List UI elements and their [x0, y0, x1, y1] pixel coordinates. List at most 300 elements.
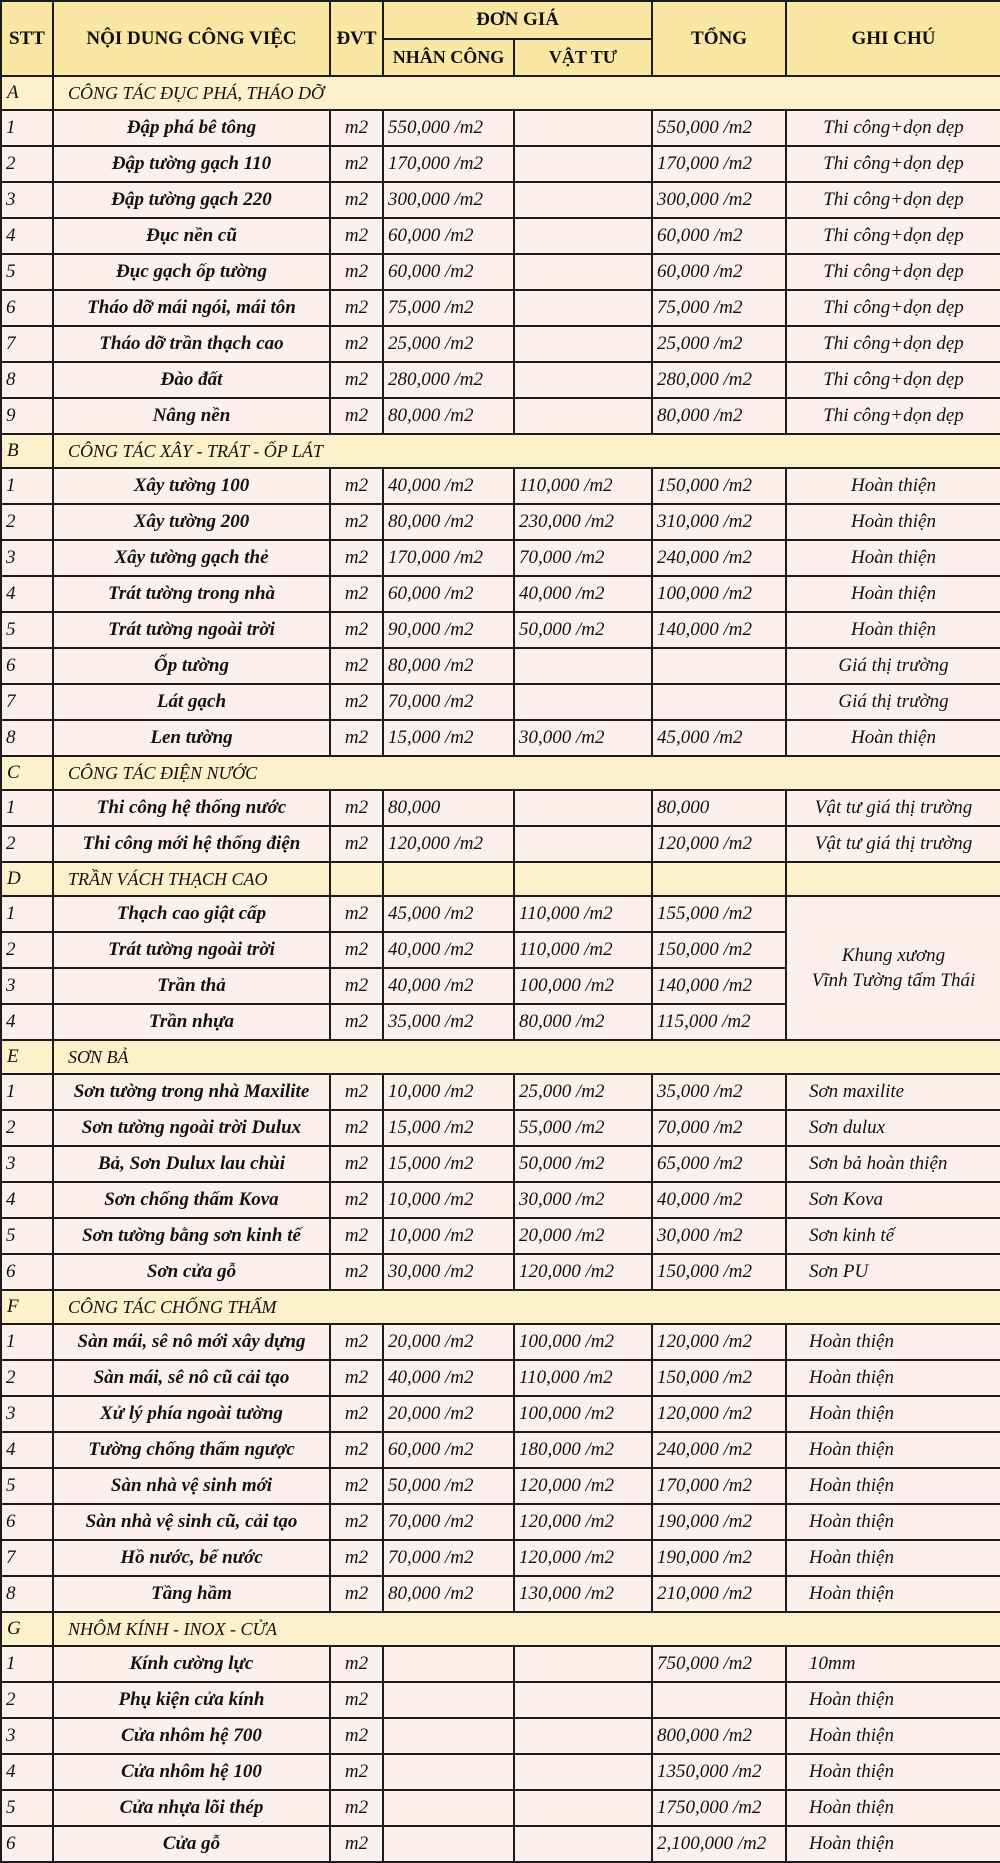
- row-note: Hoàn thiện: [786, 1324, 1000, 1360]
- row-material-price: 110,000 /m2: [514, 932, 652, 968]
- row-task-name: Cửa nhựa lõi thép: [53, 1790, 330, 1826]
- row-stt: 1: [1, 790, 53, 826]
- row-stt: 1: [1, 1074, 53, 1110]
- row-stt: 3: [1, 1718, 53, 1754]
- row-total-price: 150,000 /m2: [652, 932, 786, 968]
- row-material-price: 120,000 /m2: [514, 1468, 652, 1504]
- row-total-price: 80,000: [652, 790, 786, 826]
- row-labor-price: 15,000 /m2: [383, 1146, 514, 1182]
- row-material-price: [514, 254, 652, 290]
- row-unit: m2: [330, 1396, 383, 1432]
- row-total-price: 120,000 /m2: [652, 1396, 786, 1432]
- section-code: F: [1, 1290, 53, 1324]
- row-stt: 6: [1, 1254, 53, 1290]
- row-unit: m2: [330, 1646, 383, 1682]
- row-material-price: 230,000 /m2: [514, 504, 652, 540]
- row-unit: m2: [330, 326, 383, 362]
- row-unit: m2: [330, 1182, 383, 1218]
- header-total: TỔNG: [652, 1, 786, 76]
- row-stt: 5: [1, 1790, 53, 1826]
- row-stt: 4: [1, 218, 53, 254]
- row-material-price: [514, 146, 652, 182]
- row-unit: m2: [330, 1540, 383, 1576]
- row-labor-price: [383, 1718, 514, 1754]
- section-code: C: [1, 756, 53, 790]
- table-row: [1, 1646, 1000, 1682]
- row-note: Sơn PU: [786, 1254, 1000, 1290]
- row-total-price: 35,000 /m2: [652, 1074, 786, 1110]
- row-task-name: Sơn tường ngoài trời Dulux: [53, 1110, 330, 1146]
- row-stt: 4: [1, 1432, 53, 1468]
- row-note: Hoàn thiện: [786, 576, 1000, 612]
- row-total-price: 60,000 /m2: [652, 254, 786, 290]
- row-material-price: 25,000 /m2: [514, 1074, 652, 1110]
- row-total-price: 2,100,000 /m2: [652, 1826, 786, 1862]
- row-unit: m2: [330, 1682, 383, 1718]
- merged-note-line: Vĩnh Tường tấm Thái: [811, 970, 976, 991]
- section-title: NHÔM KÍNH - INOX - CỬA: [53, 1612, 1000, 1646]
- row-material-price: 55,000 /m2: [514, 1110, 652, 1146]
- table-row: [1, 1576, 1000, 1612]
- merged-note-line: Khung xương: [841, 945, 946, 966]
- row-labor-price: 550,000 /m2: [383, 110, 514, 146]
- row-material-price: 80,000 /m2: [514, 1004, 652, 1040]
- row-note: Hoàn thiện: [786, 1682, 1000, 1718]
- row-unit: m2: [330, 146, 383, 182]
- row-task-name: Thạch cao giật cấp: [53, 896, 330, 932]
- table-row: [1, 1110, 1000, 1146]
- row-material-price: [514, 326, 652, 362]
- row-total-price: 100,000 /m2: [652, 576, 786, 612]
- row-unit: m2: [330, 1718, 383, 1754]
- row-labor-price: 40,000 /m2: [383, 968, 514, 1004]
- section-title: CÔNG TÁC ĐIỆN NƯỚC: [53, 756, 1000, 790]
- row-total-price: 80,000 /m2: [652, 398, 786, 434]
- table-row: [1, 1432, 1000, 1468]
- row-task-name: Trát tường ngoài trời: [53, 612, 330, 648]
- row-stt: 6: [1, 290, 53, 326]
- row-note: Hoàn thiện: [786, 1754, 1000, 1790]
- row-material-price: [514, 1718, 652, 1754]
- row-stt: 4: [1, 1754, 53, 1790]
- section-row-a: [1, 76, 1000, 110]
- row-labor-price: 280,000 /m2: [383, 362, 514, 398]
- row-unit: m2: [330, 398, 383, 434]
- row-labor-price: 10,000 /m2: [383, 1074, 514, 1110]
- row-stt: 2: [1, 504, 53, 540]
- row-note: Thi công+dọn dẹp: [786, 182, 1000, 218]
- table-row: [1, 684, 1000, 720]
- row-unit: m2: [330, 290, 383, 326]
- row-total-price: 25,000 /m2: [652, 326, 786, 362]
- row-stt: 4: [1, 1182, 53, 1218]
- row-labor-price: 60,000 /m2: [383, 218, 514, 254]
- row-total-price: 800,000 /m2: [652, 1718, 786, 1754]
- row-unit: m2: [330, 1432, 383, 1468]
- row-total-price: 150,000 /m2: [652, 468, 786, 504]
- row-stt: 1: [1, 1646, 53, 1682]
- row-material-price: [514, 110, 652, 146]
- row-task-name: Xử lý phía ngoài tường: [53, 1396, 330, 1432]
- table-row: [1, 540, 1000, 576]
- row-task-name: Sơn tường trong nhà Maxilite: [53, 1074, 330, 1110]
- row-task-name: Hồ nước, bể nước: [53, 1540, 330, 1576]
- row-stt: 7: [1, 1540, 53, 1576]
- row-total-price: 150,000 /m2: [652, 1360, 786, 1396]
- row-task-name: Đào đất: [53, 362, 330, 398]
- table-row: [1, 1682, 1000, 1718]
- row-note: Thi công+dọn dẹp: [786, 110, 1000, 146]
- row-total-price: 120,000 /m2: [652, 826, 786, 862]
- row-labor-price: [383, 1826, 514, 1862]
- row-stt: 4: [1, 1004, 53, 1040]
- row-material-price: 40,000 /m2: [514, 576, 652, 612]
- row-labor-price: 60,000 /m2: [383, 576, 514, 612]
- row-stt: 3: [1, 182, 53, 218]
- row-stt: 6: [1, 648, 53, 684]
- row-unit: m2: [330, 1790, 383, 1826]
- row-material-price: 130,000 /m2: [514, 1576, 652, 1612]
- row-unit: m2: [330, 504, 383, 540]
- row-total-price: 140,000 /m2: [652, 612, 786, 648]
- row-note: Thi công+dọn dẹp: [786, 326, 1000, 362]
- row-total-price: [652, 684, 786, 720]
- table-row: [1, 1254, 1000, 1290]
- row-unit: m2: [330, 684, 383, 720]
- row-total-price: 310,000 /m2: [652, 504, 786, 540]
- row-task-name: Tầng hầm: [53, 1576, 330, 1612]
- row-labor-price: 20,000 /m2: [383, 1396, 514, 1432]
- row-material-price: [514, 290, 652, 326]
- row-labor-price: 90,000 /m2: [383, 612, 514, 648]
- row-task-name: Trát tường trong nhà: [53, 576, 330, 612]
- row-material-price: 120,000 /m2: [514, 1254, 652, 1290]
- row-material-price: [514, 182, 652, 218]
- section-code: D: [1, 862, 53, 896]
- row-labor-price: 170,000 /m2: [383, 146, 514, 182]
- row-material-price: 110,000 /m2: [514, 896, 652, 932]
- row-note: Thi công+dọn dẹp: [786, 362, 1000, 398]
- row-note: Hoàn thiện: [786, 1396, 1000, 1432]
- table-row: [1, 218, 1000, 254]
- row-task-name: Trát tường ngoài trời: [53, 932, 330, 968]
- row-unit: m2: [330, 720, 383, 756]
- row-labor-price: 10,000 /m2: [383, 1218, 514, 1254]
- row-task-name: Đập phá bê tông: [53, 110, 330, 146]
- row-labor-price: 60,000 /m2: [383, 254, 514, 290]
- row-stt: 9: [1, 398, 53, 434]
- table-row: [1, 254, 1000, 290]
- header-material: VẬT TƯ: [514, 39, 652, 76]
- row-note: Hoàn thiện: [786, 1576, 1000, 1612]
- table-row: [1, 1468, 1000, 1504]
- row-stt: 3: [1, 540, 53, 576]
- row-task-name: Đập tường gạch 110: [53, 146, 330, 182]
- row-stt: 5: [1, 1468, 53, 1504]
- section-title: CÔNG TÁC CHỐNG THẤM: [53, 1290, 1000, 1324]
- row-material-price: 50,000 /m2: [514, 1146, 652, 1182]
- section-title: CÔNG TÁC ĐỤC PHÁ, THÁO DỠ: [53, 76, 1000, 110]
- row-material-price: 30,000 /m2: [514, 720, 652, 756]
- header-labor: NHÂN CÔNG: [383, 39, 514, 76]
- row-unit: m2: [330, 896, 383, 932]
- row-labor-price: 170,000 /m2: [383, 540, 514, 576]
- row-stt: 6: [1, 1826, 53, 1862]
- row-unit: m2: [330, 468, 383, 504]
- row-stt: 2: [1, 146, 53, 182]
- table-header: [1, 1, 1000, 76]
- row-task-name: Sơn tường bằng sơn kinh tế: [53, 1218, 330, 1254]
- row-total-price: 115,000 /m2: [652, 1004, 786, 1040]
- table-row: [1, 1396, 1000, 1432]
- row-note: Hoàn thiện: [786, 1432, 1000, 1468]
- row-material-price: 120,000 /m2: [514, 1540, 652, 1576]
- row-task-name: Xây tường 100: [53, 468, 330, 504]
- row-unit: m2: [330, 362, 383, 398]
- row-material-price: [514, 684, 652, 720]
- header-content: NỘI DUNG CÔNG VIỆC: [53, 1, 330, 76]
- row-total-price: 30,000 /m2: [652, 1218, 786, 1254]
- row-note: Hoàn thiện: [786, 468, 1000, 504]
- row-labor-price: 40,000 /m2: [383, 468, 514, 504]
- row-total-price: 240,000 /m2: [652, 540, 786, 576]
- header-unit-price: ĐƠN GIÁ: [383, 1, 652, 39]
- row-unit: m2: [330, 1324, 383, 1360]
- row-note: Hoàn thiện: [786, 1360, 1000, 1396]
- row-material-price: [514, 648, 652, 684]
- row-unit: m2: [330, 826, 383, 862]
- table-row: [1, 1504, 1000, 1540]
- section-row-e: [1, 1040, 1000, 1074]
- row-stt: 2: [1, 1682, 53, 1718]
- row-labor-price: 70,000 /m2: [383, 1504, 514, 1540]
- row-stt: 7: [1, 326, 53, 362]
- row-labor-price: [383, 1646, 514, 1682]
- row-unit: m2: [330, 648, 383, 684]
- row-total-price: 190,000 /m2: [652, 1504, 786, 1540]
- row-total-price: [652, 1682, 786, 1718]
- table-row: [1, 468, 1000, 504]
- row-total-price: 150,000 /m2: [652, 1254, 786, 1290]
- row-task-name: Tháo dỡ trần thạch cao: [53, 326, 330, 362]
- row-labor-price: 70,000 /m2: [383, 684, 514, 720]
- table-row: [1, 1074, 1000, 1110]
- row-task-name: Phụ kiện cửa kính: [53, 1682, 330, 1718]
- row-labor-price: 30,000 /m2: [383, 1254, 514, 1290]
- row-labor-price: 80,000 /m2: [383, 398, 514, 434]
- merged-note: [786, 896, 1000, 1040]
- section-empty-labor: [383, 862, 514, 896]
- table-row: [1, 146, 1000, 182]
- row-material-price: 110,000 /m2: [514, 1360, 652, 1396]
- row-task-name: Sơn cửa gỗ: [53, 1254, 330, 1290]
- row-stt: 2: [1, 826, 53, 862]
- table-row: [1, 720, 1000, 756]
- row-material-price: [514, 790, 652, 826]
- row-stt: 2: [1, 1110, 53, 1146]
- row-task-name: Thi công hệ thống nước: [53, 790, 330, 826]
- row-labor-price: 40,000 /m2: [383, 1360, 514, 1396]
- row-labor-price: 45,000 /m2: [383, 896, 514, 932]
- table-row: [1, 504, 1000, 540]
- section-title: TRẦN VÁCH THẠCH CAO: [53, 862, 330, 896]
- row-material-price: 20,000 /m2: [514, 1218, 652, 1254]
- row-unit: m2: [330, 182, 383, 218]
- section-empty-total: [652, 862, 786, 896]
- row-task-name: Xây tường 200: [53, 504, 330, 540]
- row-unit: m2: [330, 612, 383, 648]
- row-unit: m2: [330, 1146, 383, 1182]
- row-note: Thi công+dọn dẹp: [786, 290, 1000, 326]
- row-material-price: 100,000 /m2: [514, 1396, 652, 1432]
- row-material-price: [514, 1646, 652, 1682]
- header-unit: ĐVT: [330, 1, 383, 76]
- row-task-name: Nâng nền: [53, 398, 330, 434]
- row-total-price: 170,000 /m2: [652, 146, 786, 182]
- row-stt: 4: [1, 576, 53, 612]
- table-row: [1, 1360, 1000, 1396]
- section-code: E: [1, 1040, 53, 1074]
- row-unit: m2: [330, 1576, 383, 1612]
- table-row: [1, 326, 1000, 362]
- row-unit: m2: [330, 1004, 383, 1040]
- row-task-name: Kính cường lực: [53, 1646, 330, 1682]
- row-unit: m2: [330, 1218, 383, 1254]
- row-task-name: Len tường: [53, 720, 330, 756]
- row-material-price: 100,000 /m2: [514, 968, 652, 1004]
- row-labor-price: 80,000 /m2: [383, 504, 514, 540]
- row-labor-price: 20,000 /m2: [383, 1324, 514, 1360]
- row-stt: 8: [1, 720, 53, 756]
- row-note: Giá thị trường: [786, 684, 1000, 720]
- table-row: [1, 362, 1000, 398]
- row-material-price: 110,000 /m2: [514, 468, 652, 504]
- table-row: [1, 110, 1000, 146]
- row-labor-price: 80,000 /m2: [383, 648, 514, 684]
- row-note: Hoàn thiện: [786, 1790, 1000, 1826]
- row-labor-price: [383, 1790, 514, 1826]
- row-total-price: 40,000 /m2: [652, 1182, 786, 1218]
- row-task-name: Cửa nhôm hệ 700: [53, 1718, 330, 1754]
- table-row: [1, 576, 1000, 612]
- row-unit: m2: [330, 932, 383, 968]
- header-note: GHI CHÚ: [786, 1, 1000, 76]
- row-note: Hoàn thiện: [786, 720, 1000, 756]
- table-row: [1, 1146, 1000, 1182]
- row-unit: m2: [330, 1754, 383, 1790]
- row-material-price: 120,000 /m2: [514, 1504, 652, 1540]
- row-note: Sơn maxilite: [786, 1074, 1000, 1110]
- row-total-price: 750,000 /m2: [652, 1646, 786, 1682]
- section-code: A: [1, 76, 53, 110]
- row-labor-price: 35,000 /m2: [383, 1004, 514, 1040]
- row-note: Hoàn thiện: [786, 1718, 1000, 1754]
- row-unit: m2: [330, 1504, 383, 1540]
- row-unit: m2: [330, 540, 383, 576]
- section-row-c: [1, 756, 1000, 790]
- table-row: [1, 648, 1000, 684]
- row-labor-price: 50,000 /m2: [383, 1468, 514, 1504]
- row-unit: m2: [330, 1074, 383, 1110]
- row-stt: 8: [1, 1576, 53, 1612]
- row-total-price: 120,000 /m2: [652, 1324, 786, 1360]
- row-stt: 1: [1, 1324, 53, 1360]
- row-unit: m2: [330, 1254, 383, 1290]
- section-code: G: [1, 1612, 53, 1646]
- row-task-name: Sơn chống thấm Kova: [53, 1182, 330, 1218]
- row-stt: 3: [1, 1396, 53, 1432]
- section-empty-unit: [330, 862, 383, 896]
- row-note: Hoàn thiện: [786, 612, 1000, 648]
- row-task-name: Sàn nhà vệ sinh cũ, cải tạo: [53, 1504, 330, 1540]
- row-labor-price: 120,000 /m2: [383, 826, 514, 862]
- table-row: [1, 1540, 1000, 1576]
- row-stt: 7: [1, 684, 53, 720]
- row-total-price: 190,000 /m2: [652, 1540, 786, 1576]
- row-note: Sơn bả hoàn thiện: [786, 1146, 1000, 1182]
- section-empty-material: [514, 862, 652, 896]
- row-task-name: Tường chống thấm ngược: [53, 1432, 330, 1468]
- row-stt: 8: [1, 362, 53, 398]
- table-row: [1, 1182, 1000, 1218]
- row-unit: m2: [330, 254, 383, 290]
- row-total-price: 75,000 /m2: [652, 290, 786, 326]
- table-row: [1, 398, 1000, 434]
- row-stt: 5: [1, 612, 53, 648]
- row-note: Hoàn thiện: [786, 1468, 1000, 1504]
- table-row: [1, 612, 1000, 648]
- header-stt: STT: [1, 1, 53, 76]
- row-material-price: [514, 362, 652, 398]
- row-material-price: [514, 1790, 652, 1826]
- row-unit: m2: [330, 790, 383, 826]
- row-task-name: Lát gạch: [53, 684, 330, 720]
- row-note: Sơn kinh tế: [786, 1218, 1000, 1254]
- row-note: 10mm: [786, 1646, 1000, 1682]
- table-row: [1, 1218, 1000, 1254]
- row-material-price: [514, 218, 652, 254]
- table-row: [1, 290, 1000, 326]
- row-note: Thi công+dọn dẹp: [786, 218, 1000, 254]
- row-task-name: Sàn mái, sê nô cũ cải tạo: [53, 1360, 330, 1396]
- row-task-name: Đập tường gạch 220: [53, 182, 330, 218]
- row-note: Thi công+dọn dẹp: [786, 146, 1000, 182]
- row-total-price: [652, 648, 786, 684]
- row-task-name: Tháo dỡ mái ngói, mái tôn: [53, 290, 330, 326]
- row-material-price: [514, 1682, 652, 1718]
- section-empty-note: [786, 862, 1000, 896]
- row-total-price: 65,000 /m2: [652, 1146, 786, 1182]
- section-row-d: [1, 862, 1000, 896]
- row-total-price: 280,000 /m2: [652, 362, 786, 398]
- row-total-price: 60,000 /m2: [652, 218, 786, 254]
- row-stt: 1: [1, 896, 53, 932]
- row-material-price: [514, 398, 652, 434]
- section-row-g: [1, 1612, 1000, 1646]
- table-row: [1, 1718, 1000, 1754]
- table-row: [1, 1324, 1000, 1360]
- table-row: [1, 896, 1000, 932]
- row-material-price: 50,000 /m2: [514, 612, 652, 648]
- row-total-price: 210,000 /m2: [652, 1576, 786, 1612]
- row-labor-price: 60,000 /m2: [383, 1432, 514, 1468]
- row-total-price: 70,000 /m2: [652, 1110, 786, 1146]
- row-stt: 3: [1, 968, 53, 1004]
- row-note: Hoàn thiện: [786, 1504, 1000, 1540]
- section-row-b: [1, 434, 1000, 468]
- row-task-name: Sàn mái, sê nô mới xây dựng: [53, 1324, 330, 1360]
- row-material-price: [514, 1826, 652, 1862]
